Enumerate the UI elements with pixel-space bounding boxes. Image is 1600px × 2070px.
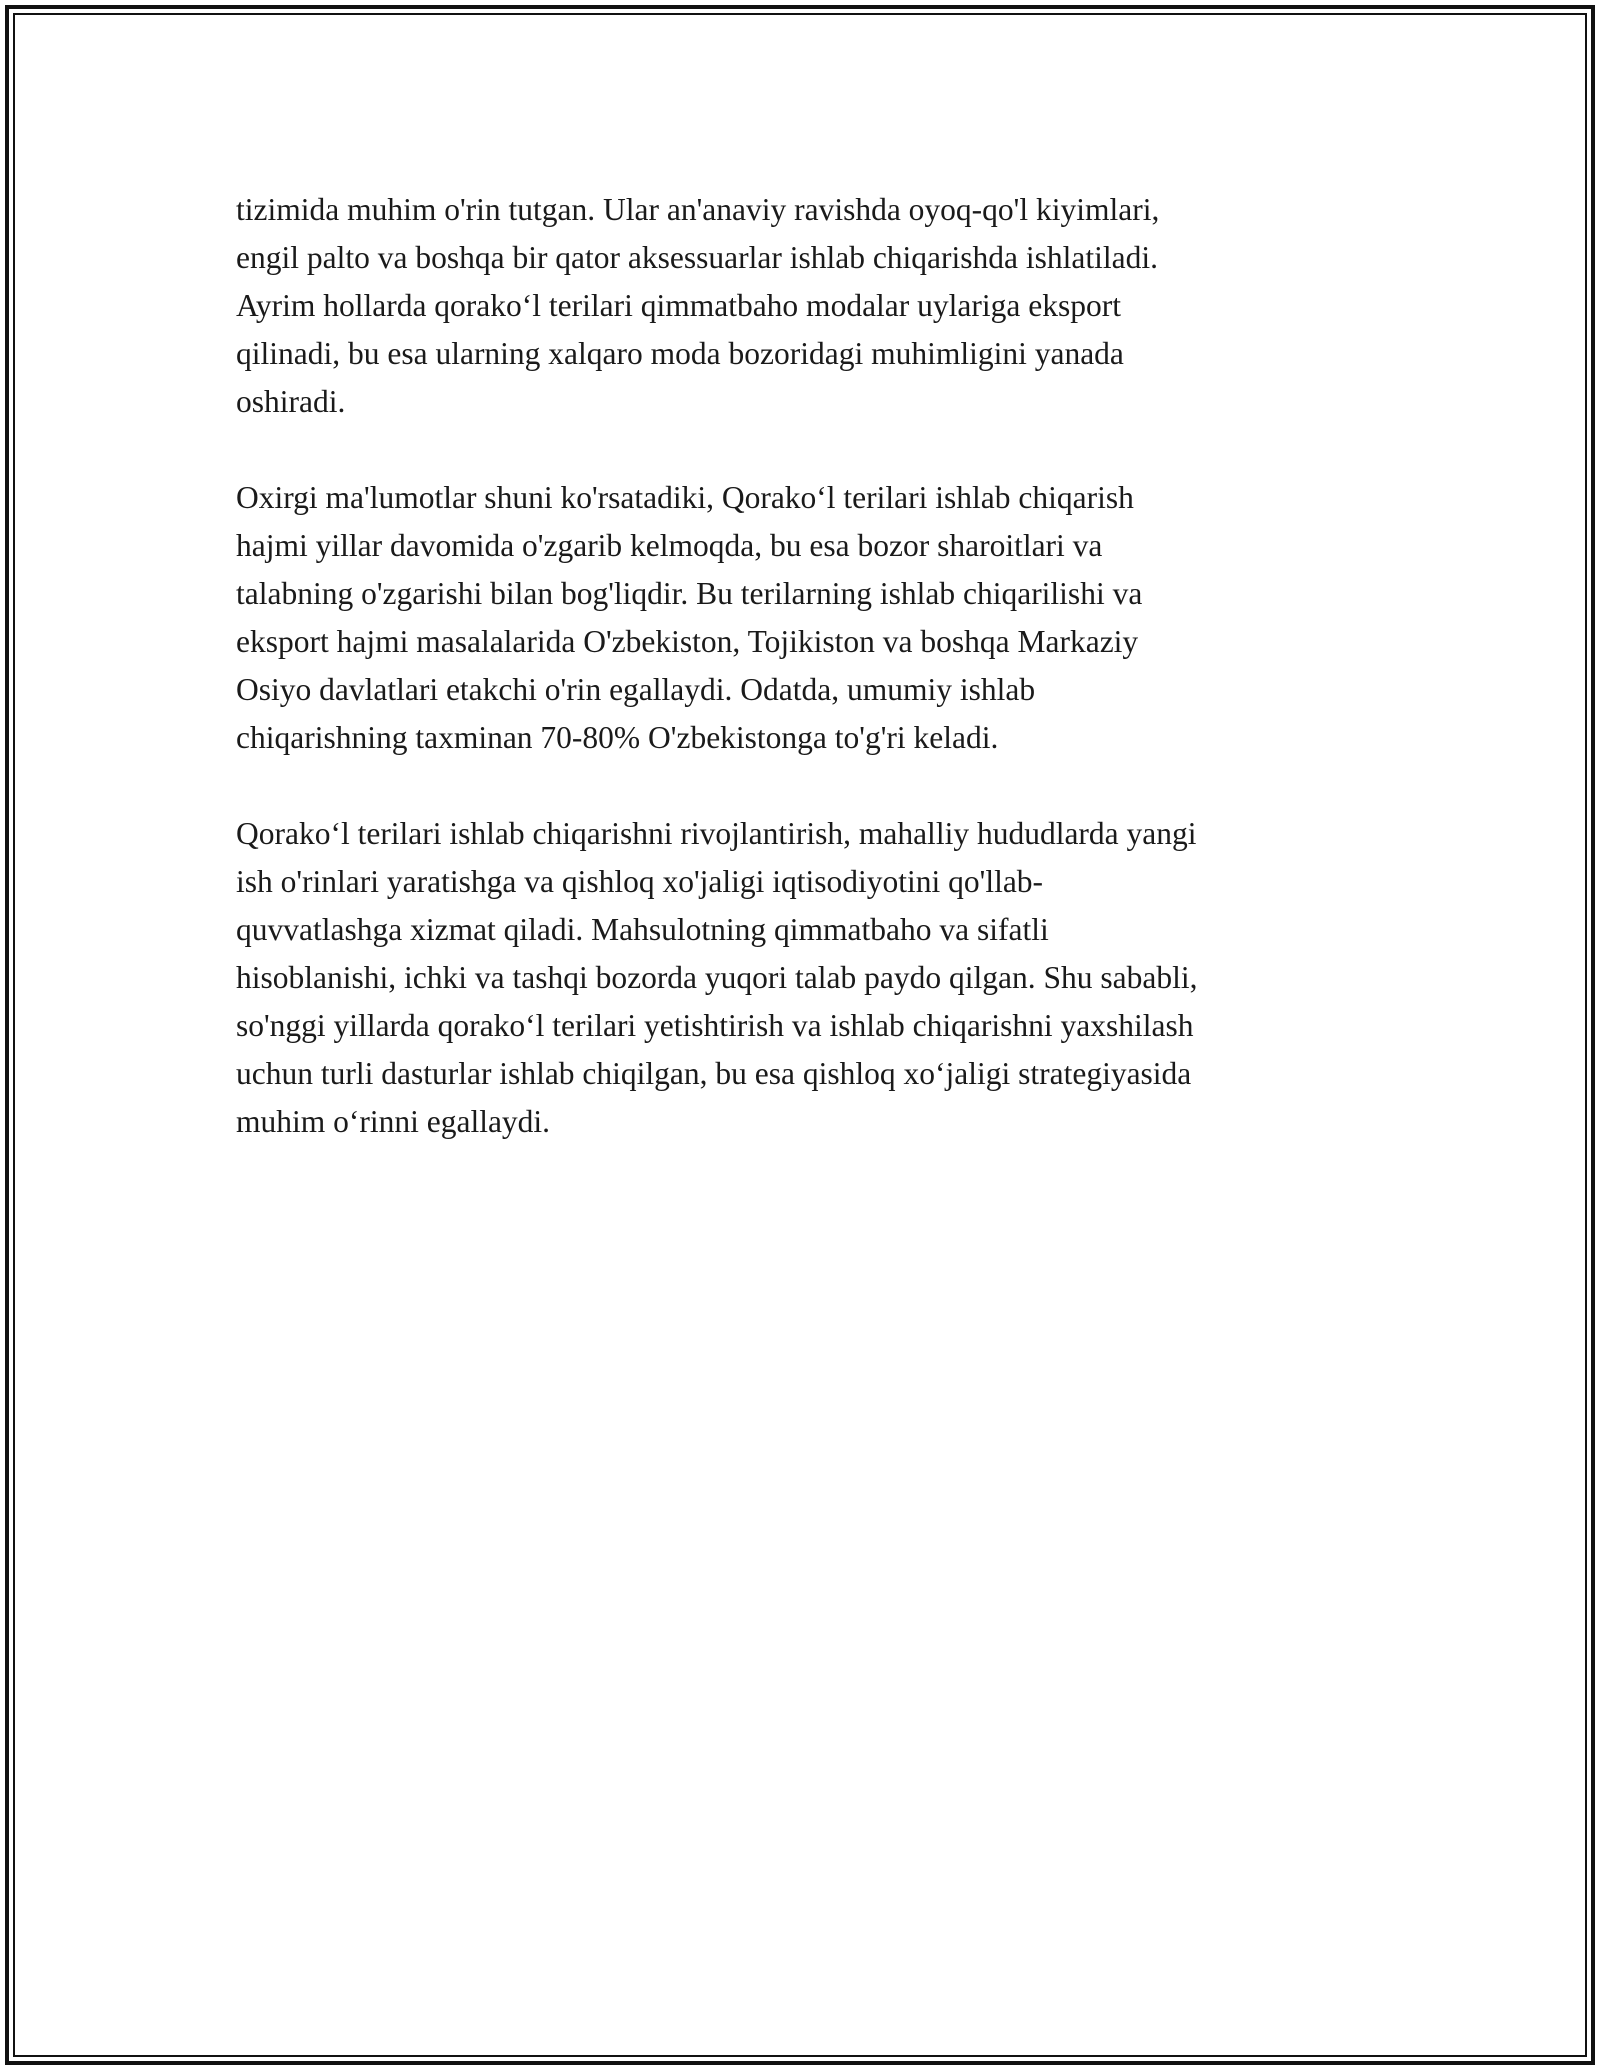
document-body — [236, 186, 1366, 1194]
paragraph-production-volume: Oxirgi ma'lumotlar shuni ko'rsatadiki, Qorako‘l terilari ishlab chiqarish hajmi yillar davomida o'zgarib kelmoqda, bu esa bozor sharoitlari va talabning o'zgarishi bilan bog'liqdir. Bu terilarning ishlab chiqarilishi va eksport hajmi masalalarida O'zbekiston, Tojikiston va boshqa Markaziy Osiyo davlatlari etakchi o'rin egallaydi. Odatda, umumiy ishlab chiqarishning taxminan 70-80% O'zbekistonga to'g'ri keladi. — [236, 480, 1143, 755]
paragraph-export-usage: tizimida muhim o'rin tutgan. Ular an'anaviy ravishda oyoq-qo'l kiyimlari, engil palto va boshqa bir qator aksessuarlar ishlab chiqarishda ishlatiladi. Ayrim hollarda qorako‘l terilari qimmatbaho modalar uylariga eksport qilinadi, bu esa ularning xalqaro moda bozoridagi muhimligini yanada oshiradi. — [236, 192, 1160, 419]
paragraph-development-programs: Qorako‘l terilari ishlab chiqarishni rivojlantirish, mahalliy hududlarda yangi ish o'rinlari yaratishga va qishloq xo'jaligi iqtisodiyotini qo'llab- quvvatlashga xizmat qiladi. Mahsulotning qimmatbaho va sifatli hisoblanishi, ichki va tashqi bozorda yuqori talab paydo qilgan. Shu sababli, so'nggi yillarda qorako‘l terilari yetishtirish va ishlab chiqarishni yaxshilash uchun turli dasturlar ishlab chiqilgan, bu esa qishloq xo‘jaligi strategiyasida muhim o‘rinni egallaydi. — [236, 816, 1198, 1139]
